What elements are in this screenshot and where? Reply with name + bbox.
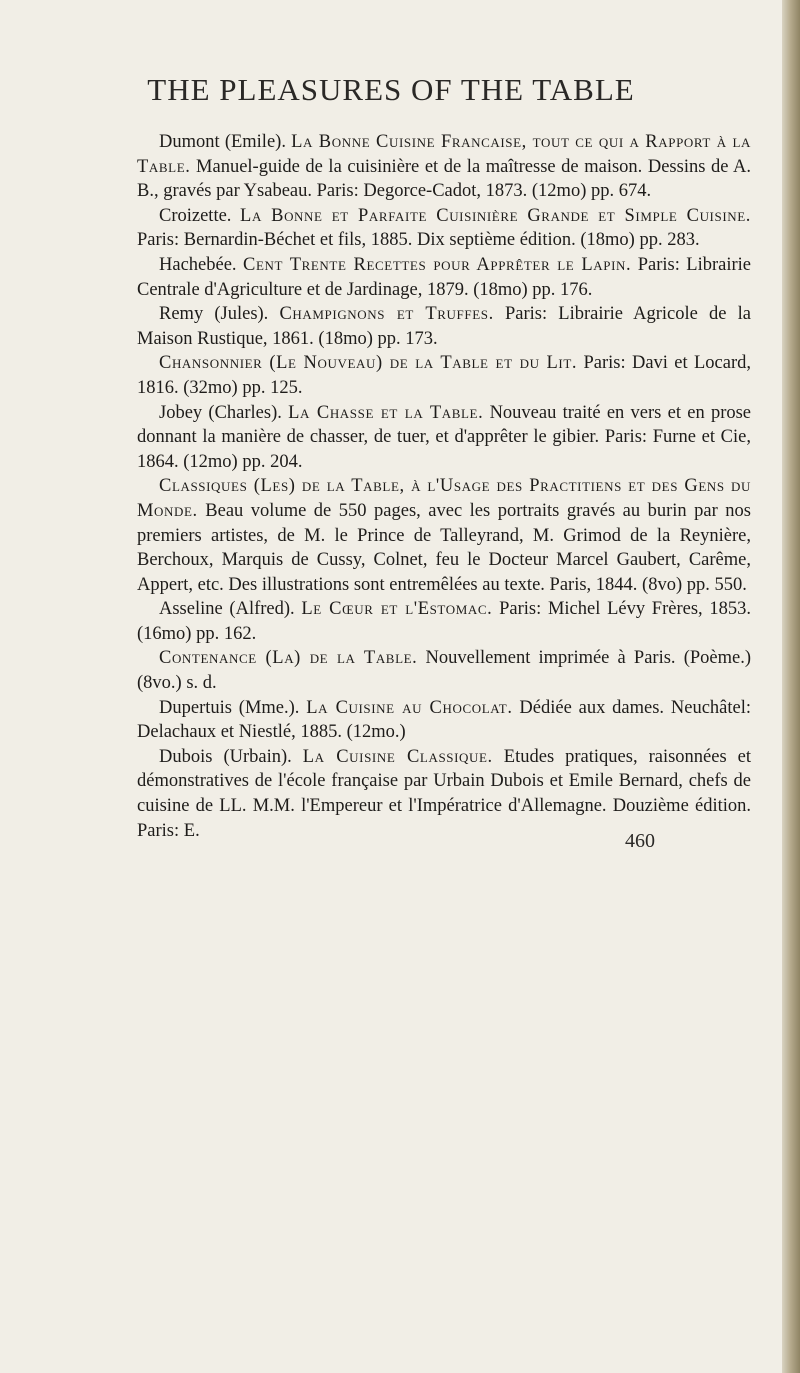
bibliography-entry [137,253,751,302]
bibliography-entry [137,597,751,646]
bibliography-entry [137,696,751,745]
entry-title: Cent Trente Recettes pour Apprêter le Lapin. [243,254,632,275]
entry-author: Dumont (Emile). [159,132,286,152]
page-number: 460 [625,830,655,852]
bibliography-entry [137,130,751,204]
entry-title: La Cuisine Classique. [302,746,493,767]
entry-details: Nouvellement imprimée à Paris. (Poème.) (8vo.) s. d. [137,648,751,694]
bibliography-entries [137,130,751,843]
entry-title: Classiques (Les) de la Table, à l'Usage des Practitiens et des Gens du Monde. [137,476,751,521]
entry-title: Le Cœur et l'Estomac. [301,599,493,620]
entry-author: Jobey (Charles). [159,402,282,423]
entry-details: Etudes pratiques, raisonnées et démonstratives de l'école française par Urbain Dubois et Emile Bernard, chefs de cuisine de LL. M.M. l'Empereur et l'Impératrice d'Allemagne. Douzième édition. Paris: E. [137,746,751,841]
bibliography-entry [137,474,751,597]
entry-title: La Cuisine au Chocolat. [306,697,513,718]
entry-details: Paris: Davi et Locard, 1816. (32mo) pp. 125. [137,353,751,398]
entry-author: Dubois (Urbain). [159,746,292,767]
entry-details: Dédiée aux dames. Neuchâtel: Delachaux et Niestlé, 1885. (12mo.) [137,697,751,743]
bibliography-entry [137,204,751,253]
entry-details: Paris: Librairie Agricole de la Maison Rustique, 1861. (18mo) pp. 173. [137,304,752,349]
bibliography-entry [137,646,751,695]
entry-author: Remy (Jules). [159,304,269,325]
bibliography-entry [137,745,751,843]
bibliography-entry [137,401,751,475]
entry-details: Paris: Librairie Centrale d'Agriculture et de Jardinage, 1879. (18mo) pp. 176. [137,254,752,300]
bibliography-entry [137,351,751,400]
entry-author: Hachebée. [159,254,237,275]
entry-title: Contenance (La) de la Table. [159,648,418,669]
entry-author: Dupertuis (Mme.). [159,697,300,718]
entry-author: Croizette. [159,205,232,226]
entry-details: Paris: Bernardin-Béchet et fils, 1885. Dix septième édition. (18mo) pp. 283. [137,230,700,251]
running-head: THE PLEASURES OF THE TABLE [147,72,635,107]
entry-title: Champignons et Truffes. [279,304,494,325]
entry-title: La Chasse et la Table. [288,402,484,423]
entry-details: Nouveau traité en vers et en prose donnant la manière de chasser, de tuer, et d'apprêter le gibier. Paris: Furne et Cie, 1864. (12mo) pp. 204. [137,402,752,472]
entry-details: Beau volume de 550 pages, avec les portraits gravés au burin par nos premiers artistes, de M. le Prince de Talleyrand, M. Grimod de la Reynière, Berchoux, Marquis de Cussy, Colnet, feu le Docteur Marcel Gaubert, Carême, Appert, etc. Des illustrations sont entremêlées au texte. Paris, 1844. (8vo) pp. 550. [137,500,752,595]
entry-title: La Bonne et Parfaite Cuisinière Grande et Simple Cuisine. [240,205,752,226]
entry-author: Asseline (Alfred). [159,599,295,620]
entry-details: Paris: Michel Lévy Frères, 1853. (16mo) pp. 162. [137,599,751,644]
bibliography-entry [137,302,751,351]
entry-title: La Bonne Cuisine Francaise, tout ce qui a Rapport à la Table. [137,132,751,177]
entry-details: Manuel-guide de la cuisinière et de la maîtresse de maison. Dessins de A. B., gravés par Ysabeau. Paris: Degorce-Cadot, 1873. (12mo) pp. 674. [137,156,751,202]
entry-title: Chansonnier (Le Nouveau) de la Table et du Lit. [159,353,578,374]
page-edge [782,0,800,1373]
